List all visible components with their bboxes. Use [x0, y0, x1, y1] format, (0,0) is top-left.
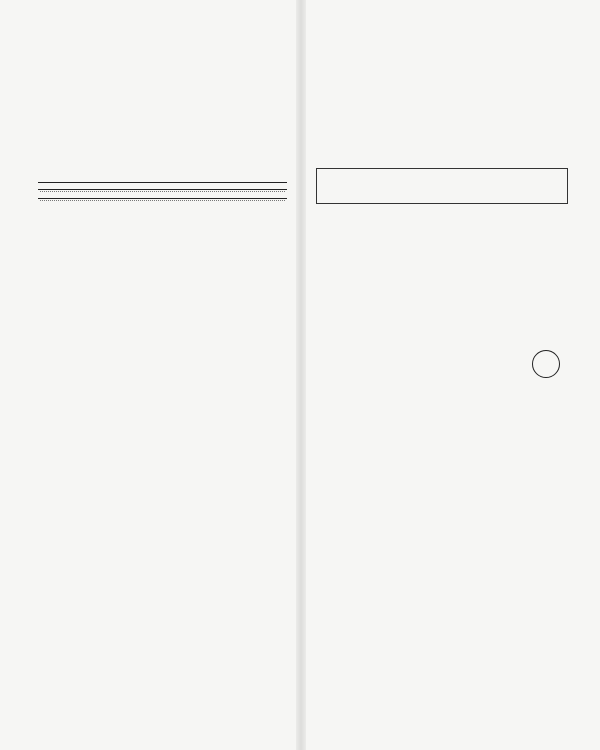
- imprint: [330, 212, 590, 229]
- section-5-heading: [38, 200, 287, 204]
- table-of-contents: [38, 186, 287, 204]
- divider: [38, 198, 287, 199]
- copyright-notice: [316, 168, 568, 204]
- section-4-heading: [38, 191, 287, 195]
- age-rating-badge: [532, 350, 560, 378]
- book-gutter: [296, 0, 306, 750]
- divider: [38, 189, 287, 190]
- page-header: [38, 168, 287, 183]
